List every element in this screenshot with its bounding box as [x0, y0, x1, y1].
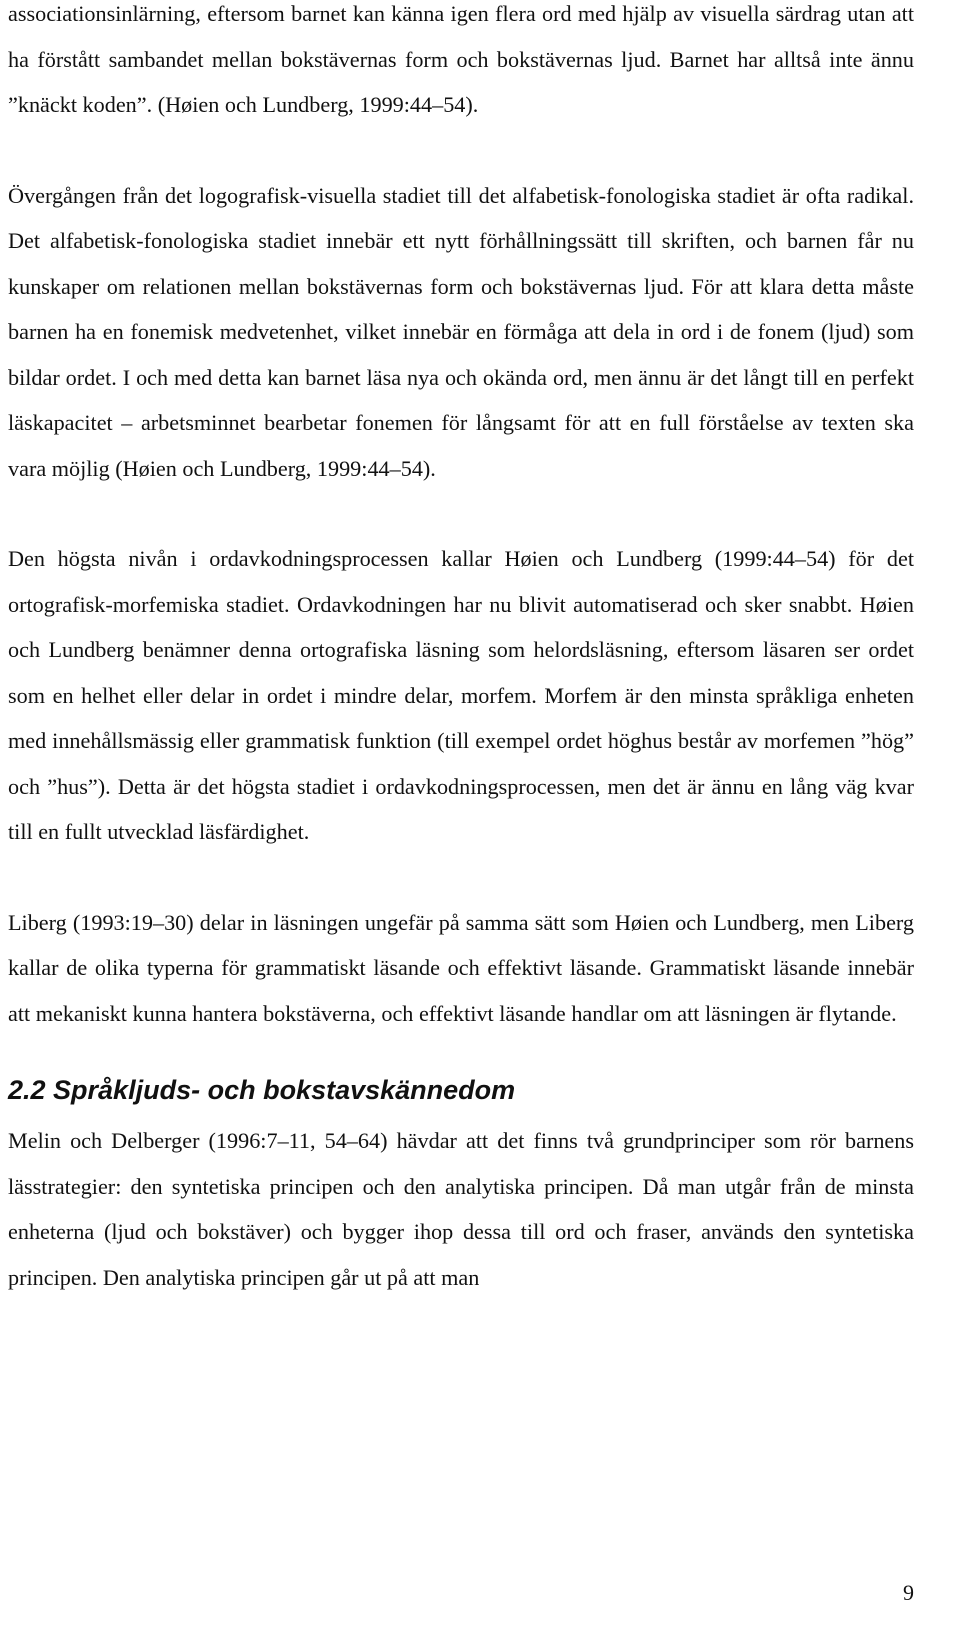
document-page: [8, 0, 914, 1300]
section-paragraph: Melin och Delberger (1996:7–11, 54–64) hävdar att det finns två grundprinciper som rör barnens lässtrategier: den syntetiska principen och den analytiska principen. Då man utgår från de minsta enheterna (ljud och bokstäver) och bygger ihop dessa till ord och fraser, används den syntetiska principen. Den analytiska principen går ut på att man: [8, 1128, 914, 1290]
paragraph-spacer: [8, 855, 914, 900]
paragraph-1: associationsinlärning, eftersom barnet kan känna igen flera ord med hjälp av visuella särdrag utan att ha förstått sambandet mellan bokstävernas form och bokstävernas ljud. Barnet har alltså inte ännu ”knäckt koden”. (Høien och Lundberg, 1999:44–54).: [8, 1, 914, 117]
paragraph-2: Övergången från det logografisk-visuella stadiet till det alfabetisk-fonologiska stadiet är ofta radikal. Det alfabetisk-fonologiska stadiet innebär ett nytt förhållningssätt till skriften, och barnen får nu kunskaper om relationen mellan bokstävernas form och bokstävernas ljud. För att klara detta måste barnen ha en fonemisk medvetenhet, vilket innebär en förmåga att dela in ord i de fonem (ljud) som bildar ordet. I och med detta kan barnet läsa nya och okända ord, men ännu är det långt till en perfekt läskapacitet – arbetsminnet bearbetar fonemen för långsamt för att en full förståelse av texten ska vara möjlig (Høien och Lundberg, 1999:44–54).: [8, 182, 914, 481]
section-heading: 2.2 Språkljuds- och bokstavskännedom: [8, 1075, 516, 1105]
paragraph-4: Liberg (1993:19–30) delar in läsningen ungefär på samma sätt som Høien och Lundberg, men Liberg kallar de olika typerna för grammatiskt läsande och effektivt läsande. Grammatiskt läsande innebär att mekaniskt kunna hantera bokstäverna, och effektivt läsande handlar om att läsningen är flytande.: [8, 909, 914, 1026]
paragraph-spacer: [8, 491, 914, 536]
page-number: 9: [903, 1580, 914, 1605]
paragraph-spacer: [8, 128, 914, 173]
paragraph-3: Den högsta nivån i ordavkodningsprocessen kallar Høien och Lundberg (1999:44–54) för det ortografisk-morfemiska stadiet. Ordavkodningen har nu blivit automatiserad och sker snabbt. Høien och Lundberg benämner denna ortografiska läsning som helordsläsning, eftersom läsaren ser ordet som en helhet eller delar in ordet i mindre delar, morfem. Morfem är den minsta språkliga enheten med innehållsmässig eller grammatisk funktion (till exempel ordet höghus består av morfemen ”hög” och ”hus”). Detta är det högsta stadiet i ordavkodningsprocessen, men det är ännu en lång väg kvar till en fullt utvecklad läsfärdighet.: [8, 546, 914, 844]
